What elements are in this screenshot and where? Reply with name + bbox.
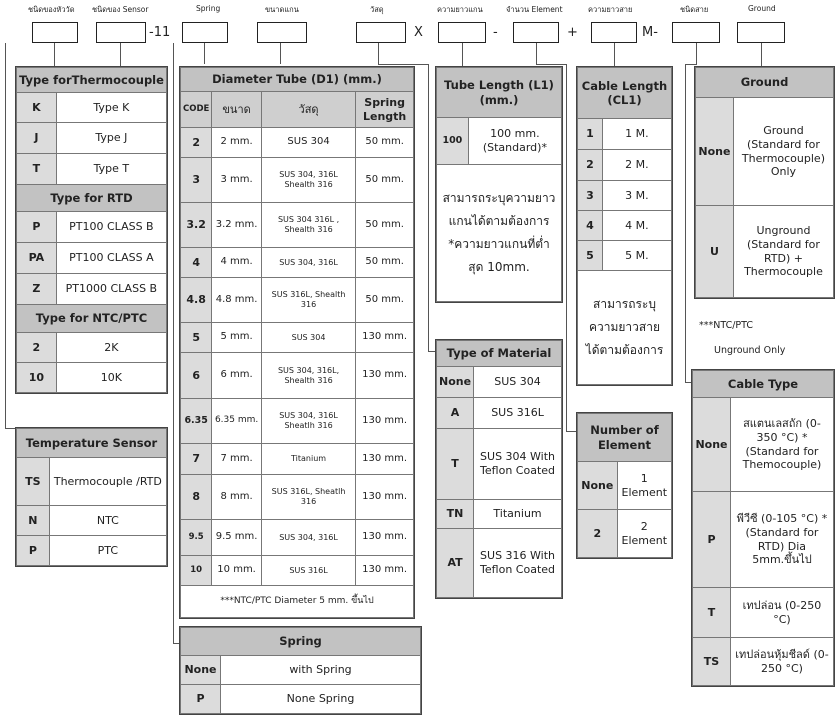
code-slot-tube-length bbox=[438, 22, 486, 43]
label-material: วัสดุ bbox=[370, 5, 384, 14]
table-row bbox=[17, 123, 167, 154]
value-cell: 4 mm. bbox=[212, 248, 262, 278]
value-cell: 10K bbox=[56, 363, 166, 393]
ground-note-2: Unground Only bbox=[714, 345, 786, 356]
value-cell: 50 mm. bbox=[356, 203, 414, 248]
value-cell: 3 M. bbox=[602, 181, 671, 211]
value-cell: 130 mm. bbox=[356, 520, 414, 556]
table-row bbox=[696, 206, 834, 298]
table-row bbox=[181, 399, 414, 444]
code-cell: 9.5 bbox=[181, 520, 212, 556]
table-row bbox=[181, 128, 414, 158]
table-row bbox=[181, 248, 414, 278]
spring-title: Spring bbox=[181, 628, 421, 656]
table-row bbox=[181, 656, 421, 685]
value-cell: SUS 304, 316L bbox=[261, 520, 355, 556]
table-row bbox=[693, 638, 834, 686]
rtd-type-title: Type for RTD bbox=[17, 185, 167, 212]
code-slot-diameter bbox=[257, 22, 307, 43]
code-cell: None bbox=[693, 398, 731, 492]
code-cell: 2 bbox=[578, 510, 618, 558]
table-row bbox=[181, 520, 414, 556]
value-cell: 2 mm. bbox=[212, 128, 262, 158]
code-cell: 5 bbox=[578, 241, 603, 271]
code-cell: 6 bbox=[181, 353, 212, 399]
ground-title: Ground bbox=[696, 68, 834, 98]
value-cell: 50 mm. bbox=[356, 158, 414, 203]
code-cell: 8 bbox=[181, 475, 212, 520]
value-cell: SUS 316 With Teflon Coated bbox=[474, 529, 562, 598]
column-header-code: CODE bbox=[181, 92, 212, 128]
value-cell: SUS 304 With Teflon Coated bbox=[474, 429, 562, 500]
value-cell: Ground (Standard for Thermocouple) Only bbox=[733, 98, 833, 206]
value-cell: SUS 304 bbox=[261, 128, 355, 158]
value-cell: SUS 304, 316L Shealth 316 bbox=[261, 158, 355, 203]
code-cell: T bbox=[437, 429, 474, 500]
code-cell: 4 bbox=[578, 211, 603, 241]
value-cell: 9.5 mm. bbox=[212, 520, 262, 556]
value-cell: 100 mm. (Standard)* bbox=[468, 118, 561, 165]
table-row bbox=[693, 398, 834, 492]
code-cell: P bbox=[693, 492, 731, 588]
label-cable-length: ความยาวสาย bbox=[588, 5, 633, 14]
table-row bbox=[437, 429, 562, 500]
code-cell: 2 bbox=[181, 128, 212, 158]
code-cell: None bbox=[696, 98, 734, 206]
value-cell: 4.8 mm. bbox=[212, 278, 262, 323]
value-cell: Titanium bbox=[474, 500, 562, 529]
cable-length-note: สามารถระบุ ความยาวสาย ได้ตามต้องการ bbox=[578, 271, 672, 385]
code-slot-ground bbox=[737, 22, 785, 43]
value-cell: 3.2 mm. bbox=[212, 203, 262, 248]
value-cell: PT1000 CLASS B bbox=[56, 274, 166, 305]
ground-table bbox=[695, 67, 834, 298]
code-cell: TS bbox=[17, 458, 50, 506]
code-cell: 10 bbox=[181, 556, 212, 586]
table-row bbox=[437, 529, 562, 598]
code-cell: AT bbox=[437, 529, 474, 598]
material-table bbox=[436, 340, 562, 598]
value-cell: 1 M. bbox=[602, 119, 671, 150]
value-cell: 7 mm. bbox=[212, 444, 262, 475]
value-cell: 50 mm. bbox=[356, 128, 414, 158]
table-row bbox=[181, 475, 414, 520]
table-row bbox=[181, 353, 414, 399]
table-row bbox=[17, 458, 167, 506]
value-cell: SUS 316L, Sheatlh 316 bbox=[261, 475, 355, 520]
column-header-size: ขนาด bbox=[212, 92, 262, 128]
value-cell: SUS 304 316L , Shealth 316 bbox=[261, 203, 355, 248]
column-header-spring-length: Spring Length bbox=[356, 92, 414, 128]
code-cell: P bbox=[17, 536, 50, 566]
table-row bbox=[693, 588, 834, 638]
column-header-material: วัสดุ bbox=[261, 92, 355, 128]
table-row bbox=[181, 323, 414, 353]
code-cell: P bbox=[181, 685, 221, 714]
spring-table bbox=[180, 627, 421, 714]
code-cell: 100 bbox=[437, 118, 469, 165]
value-cell: เทปล่อนหุ้มชีลด์ (0-250 °C) bbox=[730, 638, 833, 686]
code-cell: TS bbox=[693, 638, 731, 686]
value-cell: 10 mm. bbox=[212, 556, 262, 586]
value-cell: PT100 CLASS A bbox=[56, 243, 166, 274]
table-row bbox=[17, 243, 167, 274]
value-cell: SUS 316L, Shealth 316 bbox=[261, 278, 355, 323]
value-cell: 130 mm. bbox=[356, 353, 414, 399]
table-row bbox=[17, 212, 167, 243]
value-cell: 50 mm. bbox=[356, 248, 414, 278]
temperature-sensor-title: Temperature Sensor bbox=[17, 429, 167, 458]
code-cell: 3 bbox=[181, 158, 212, 203]
cable-type-table bbox=[692, 370, 834, 686]
code-cell: P bbox=[17, 212, 57, 243]
code-cell: 2 bbox=[17, 333, 57, 363]
table-row bbox=[17, 506, 167, 536]
table-row bbox=[17, 93, 167, 123]
label-cable-type: ชนิดสาย bbox=[680, 5, 709, 14]
label-tube-length: ความยาวแกน bbox=[437, 5, 483, 14]
value-cell: 4 M. bbox=[602, 211, 671, 241]
value-cell: 130 mm. bbox=[356, 444, 414, 475]
value-cell: เทปล่อน (0-250 °C) bbox=[730, 588, 833, 638]
temperature-sensor-table bbox=[16, 428, 167, 566]
code-cell: 10 bbox=[17, 363, 57, 393]
code-cell: 3.2 bbox=[181, 203, 212, 248]
value-cell: 8 mm. bbox=[212, 475, 262, 520]
value-cell: SUS 316L bbox=[261, 556, 355, 586]
value-cell: PT100 CLASS B bbox=[56, 212, 166, 243]
code-cell: T bbox=[693, 588, 731, 638]
code-cell: None bbox=[578, 462, 618, 510]
material-title: Type of Material bbox=[437, 341, 562, 367]
table-row bbox=[437, 367, 562, 398]
code-cell: 5 bbox=[181, 323, 212, 353]
table-row bbox=[17, 536, 167, 566]
table-row bbox=[578, 150, 672, 181]
value-cell: 3 mm. bbox=[212, 158, 262, 203]
element-table bbox=[577, 413, 672, 558]
value-cell: Type J bbox=[56, 123, 166, 154]
value-cell: Titanium bbox=[261, 444, 355, 475]
label-diameter: ขนาดแกน bbox=[265, 5, 299, 14]
cable-type-title: Cable Type bbox=[693, 371, 834, 398]
label-spring: Spring bbox=[196, 4, 221, 13]
value-cell: SUS 304, 316L bbox=[261, 248, 355, 278]
code-slot-sensor bbox=[96, 22, 146, 43]
code-cell: T bbox=[17, 154, 57, 185]
code-slot-probe bbox=[32, 22, 78, 43]
table-row bbox=[578, 241, 672, 271]
label-probe-type: ชนิดของหัววัด bbox=[28, 5, 75, 14]
table-row bbox=[17, 333, 167, 363]
code-cell: 4 bbox=[181, 248, 212, 278]
code-cell: PA bbox=[17, 243, 57, 274]
value-cell: สแตนเลสถัก (0-350 °C) *(Standard for Themocouple) bbox=[730, 398, 833, 492]
ground-note-1: ***NTC/PTC bbox=[699, 320, 754, 331]
code-cell: N bbox=[17, 506, 50, 536]
value-cell: 1 Element bbox=[617, 462, 671, 510]
value-cell: Type T bbox=[56, 154, 166, 185]
value-cell: PTC bbox=[49, 536, 166, 566]
separator-plus: + bbox=[567, 25, 578, 40]
code-slot-cable-length bbox=[591, 22, 637, 43]
code-cell: K bbox=[17, 93, 57, 123]
table-row bbox=[578, 119, 672, 150]
tube-length-note: สามารถระบุความยาวแกนได้ตามต้องการ *ความยาวแกนที่ต่ำสุด 10mm. bbox=[437, 165, 562, 302]
value-cell: SUS 316L bbox=[474, 398, 562, 429]
value-cell: Thermocouple /RTD bbox=[49, 458, 166, 506]
code-cell: 4.8 bbox=[181, 278, 212, 323]
separator-m: M- bbox=[642, 25, 658, 40]
code-cell: None bbox=[437, 367, 474, 398]
tube-length-title: Tube Length (L1) (mm.) bbox=[437, 68, 562, 118]
code-cell: J bbox=[17, 123, 57, 154]
value-cell: 130 mm. bbox=[356, 475, 414, 520]
table-row bbox=[578, 181, 672, 211]
cable-length-table bbox=[577, 67, 672, 385]
table-row bbox=[437, 118, 562, 165]
ntc-type-title: Type for NTC/PTC bbox=[17, 305, 167, 333]
table-row bbox=[181, 278, 414, 323]
value-cell: 130 mm. bbox=[356, 556, 414, 586]
value-cell: 2 M. bbox=[602, 150, 671, 181]
table-row bbox=[181, 158, 414, 203]
value-cell: 2 Element bbox=[617, 510, 671, 558]
code-slot-cable-type bbox=[672, 22, 720, 43]
value-cell: 50 mm. bbox=[356, 278, 414, 323]
value-cell: SUS 304 bbox=[261, 323, 355, 353]
value-cell: 5 mm. bbox=[212, 323, 262, 353]
diameter-tube-title: Diameter Tube (D1) (mm.) bbox=[181, 68, 414, 92]
code-cell: TN bbox=[437, 500, 474, 529]
cable-length-title: Cable Length (CL1) bbox=[578, 68, 672, 119]
value-cell: SUS 304, 316L, Shealth 316 bbox=[261, 353, 355, 399]
value-cell: NTC bbox=[49, 506, 166, 536]
diameter-note: ***NTC/PTC Diameter 5 mm. ขึ้นไป bbox=[181, 586, 414, 618]
table-row bbox=[578, 211, 672, 241]
table-row bbox=[181, 556, 414, 586]
value-cell: 130 mm. bbox=[356, 399, 414, 444]
table-row bbox=[181, 444, 414, 475]
code-cell: 7 bbox=[181, 444, 212, 475]
table-row bbox=[181, 685, 421, 714]
table-row bbox=[17, 363, 167, 393]
code-slot-material bbox=[356, 22, 406, 43]
code-slot-spring bbox=[182, 22, 228, 43]
value-cell: 2K bbox=[56, 333, 166, 363]
table-row bbox=[17, 154, 167, 185]
table-row bbox=[437, 398, 562, 429]
table-row bbox=[437, 500, 562, 529]
table-row bbox=[578, 462, 672, 510]
value-cell: 5 M. bbox=[602, 241, 671, 271]
value-cell: SUS 304, 316L Sheatlh 316 bbox=[261, 399, 355, 444]
value-cell: Type K bbox=[56, 93, 166, 123]
value-cell: with Spring bbox=[220, 656, 420, 685]
thermocouple-type-title: Type forThermocouple bbox=[17, 68, 167, 93]
value-cell: SUS 304 bbox=[474, 367, 562, 398]
table-row bbox=[578, 510, 672, 558]
value-cell: 130 mm. bbox=[356, 323, 414, 353]
label-element-count: จำนวน Element bbox=[506, 5, 563, 14]
table-row bbox=[693, 492, 834, 588]
sensor-type-table bbox=[16, 67, 167, 393]
separator-x: X bbox=[414, 25, 423, 40]
table-row bbox=[181, 203, 414, 248]
label-ground: Ground bbox=[748, 4, 776, 13]
diameter-tube-table bbox=[180, 67, 414, 618]
separator-dash: - bbox=[493, 25, 498, 40]
value-cell: พีวีซี (0-105 °C) *(Standard for RTD) Dia 5mm.ขึ้นไป bbox=[730, 492, 833, 588]
table-row bbox=[696, 98, 834, 206]
value-cell: None Spring bbox=[220, 685, 420, 714]
code-cell: 3 bbox=[578, 181, 603, 211]
value-cell: 6 mm. bbox=[212, 353, 262, 399]
code-cell: A bbox=[437, 398, 474, 429]
separator-11: -11 bbox=[149, 25, 171, 40]
code-cell: None bbox=[181, 656, 221, 685]
code-cell: 6.35 bbox=[181, 399, 212, 444]
label-sensor-type: ชนิดของ Sensor bbox=[92, 5, 149, 14]
code-slot-element bbox=[513, 22, 559, 43]
code-cell: 1 bbox=[578, 119, 603, 150]
code-cell: 2 bbox=[578, 150, 603, 181]
code-cell: U bbox=[696, 206, 734, 298]
tube-length-table bbox=[436, 67, 562, 302]
value-cell: Unground (Standard for RTD) + Thermocouple bbox=[733, 206, 833, 298]
code-cell: Z bbox=[17, 274, 57, 305]
table-row bbox=[17, 274, 167, 305]
element-title: Number of Element bbox=[578, 414, 672, 462]
value-cell: 6.35 mm. bbox=[212, 399, 262, 444]
